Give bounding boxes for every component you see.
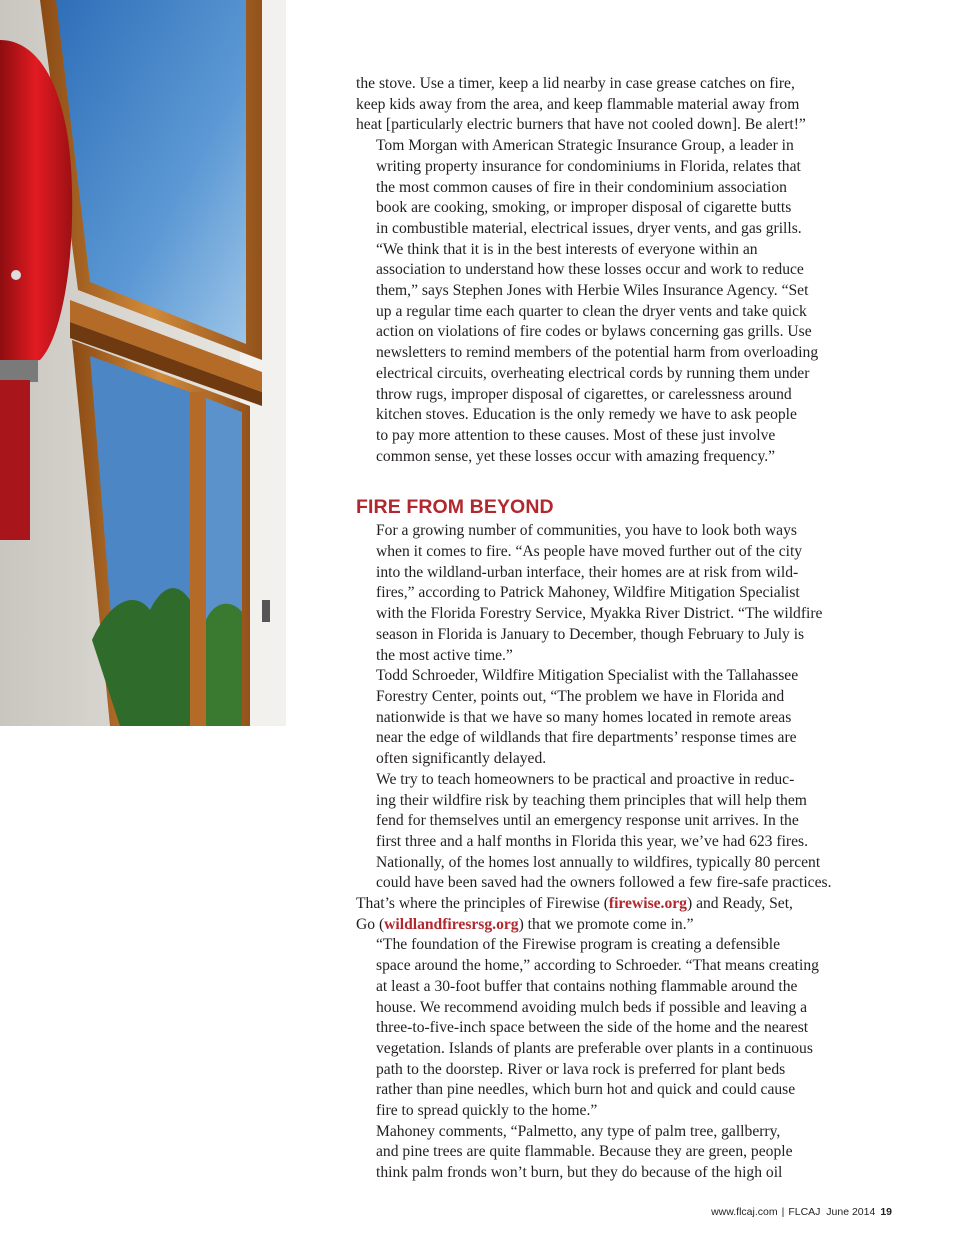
text-line: vegetation. Islands of plants are preferable over plants in a continuous (376, 1039, 813, 1057)
article-photo (0, 0, 286, 726)
text-line: heat [particularly electric burners that have not cooled down]. Be alert!” (356, 116, 806, 134)
text-line: “We think that it is in the best interests of everyone within an (376, 240, 758, 258)
text-line: fires,” according to Patrick Mahoney, Wildfire Mitigation Specialist (376, 584, 800, 602)
text-line: Nationally, of the homes lost annually to wildfires, typically 80 percent (376, 853, 821, 871)
text-line: ing their wildfire risk by teaching them principles that will help them (376, 791, 807, 809)
text-line: electrical circuits, overheating electrical cords by running them under (376, 364, 810, 382)
text-line: We try to teach homeowners to be practical and proactive in reduc- (376, 770, 795, 788)
paragraph (356, 521, 864, 666)
text-line: often significantly delayed. (376, 750, 547, 768)
text-line: think palm fronds won’t burn, but they do because of the high oil (376, 1164, 783, 1182)
page-footer (711, 1206, 892, 1218)
wildland-line: Go (wildlandfiresrsg.org) that we promote come in.” (356, 915, 694, 933)
text-line: the most active time.” (376, 646, 513, 664)
closing-paragraphs (356, 935, 864, 1183)
article-body (356, 74, 864, 1184)
footer-issue: June 2014 (826, 1206, 876, 1218)
text-line: to pay more attention to these causes. Most of these just involve (376, 426, 776, 444)
text-line: For a growing number of communities, you have to look both ways (376, 522, 797, 540)
text-line: when it comes to fire. “As people have moved further out of the city (376, 543, 803, 561)
firewise-line: That’s where the principles of Firewise (firewise.org) and Ready, Set, (356, 895, 793, 913)
paragraph-continued (356, 894, 864, 935)
paragraph (356, 240, 864, 468)
text-line: throw rugs, improper disposal of cigarettes, or carelessness around (376, 385, 792, 403)
text-line: nationwide is that we have so many homes located in remote areas (376, 708, 792, 726)
text-line: three-to-five-inch space between the side of the home and the nearest (376, 1019, 809, 1037)
text-line: Todd Schroeder, Wildfire Mitigation Specialist with the Tallahassee (376, 667, 799, 685)
text-line: “The foundation of the Firewise program is creating a defensible (376, 936, 780, 954)
paragraph (356, 770, 864, 894)
text-line: association to understand how these losses occur and work to reduce (376, 261, 804, 279)
paragraph (356, 136, 864, 240)
text-line: season in Florida is January to December, though February to July is (376, 625, 805, 643)
footer-publication: FLCAJ (788, 1206, 821, 1218)
paragraph (356, 666, 864, 770)
text-line: the most common causes of fire in their condominium association (376, 178, 787, 196)
text-line: with the Florida Forestry Service, Myakka River District. “The wildfire (376, 605, 823, 623)
text-line: book are cooking, smoking, or improper disposal of cigarette butts (376, 199, 792, 217)
text-line: the stove. Use a timer, keep a lid nearby in case grease catches on fire, (356, 75, 795, 92)
text-line: near the edge of wildlands that fire departments’ response times are (376, 729, 797, 747)
text-line: newsletters to remind members of the potential harm from overloading (376, 344, 819, 362)
text-line: at least a 30-foot buffer that contains nothing flammable around the (376, 977, 798, 995)
text-line: first three and a half months in Florida this year, we’ve had 623 fires. (376, 832, 808, 850)
text-line: them,” says Stephen Jones with Herbie Wiles Insurance Agency. “Set (376, 282, 809, 300)
text-line: fire to spread quickly to the home.” (376, 1102, 598, 1120)
text-line: up a regular time each quarter to clean the dryer vents and take quick (376, 302, 807, 320)
text-line: Mahoney comments, “Palmetto, any type of palm tree, gallberry, (376, 1122, 781, 1140)
text-line: into the wildland-urban interface, their homes are at risk from wild- (376, 563, 799, 581)
text-line: rather than pine needles, which burn hot and quick and could cause (376, 1081, 796, 1099)
firewise-link[interactable]: firewise.org (608, 895, 687, 913)
text-line: action on violations of fire codes or bylaws concerning gas grills. Use (376, 323, 812, 341)
fire-alarm-window-illustration (0, 0, 286, 726)
intro-paragraphs (356, 74, 864, 467)
text-line: space around the home,” according to Schroeder. “That means creating (376, 957, 819, 975)
paragraph (356, 1122, 864, 1184)
text-line: fend for themselves until an emergency response unit arrives. In the (376, 812, 799, 830)
text-line: path to the doorstep. River or lava rock is preferred for plant beds (376, 1060, 786, 1078)
text-line: could have been saved had the owners followed a few fire-safe practices. (376, 874, 832, 892)
wildlandfiresrsg-link[interactable]: wildlandfiresrsg.org (384, 915, 519, 933)
text-line: Forestry Center, points out, “The problem we have in Florida and (376, 687, 785, 705)
text-line: common sense, yet these losses occur with amazing frequency.” (376, 447, 776, 465)
text-line: writing property insurance for condominiums in Florida, relates that (376, 157, 801, 175)
text-line: house. We recommend avoiding mulch beds if possible and leaving a (376, 998, 808, 1016)
fire-from-beyond-paragraphs (356, 521, 864, 894)
text-line: and pine trees are quite flammable. Because they are green, people (376, 1143, 793, 1161)
paragraph (356, 74, 864, 136)
footer-separator: | (781, 1206, 785, 1218)
text-line: in combustible material, electrical issues, dryer vents, and gas grills. (376, 219, 802, 237)
text-line: kitchen stoves. Education is the only remedy we have to ask people (376, 406, 797, 424)
page-number: 19 (880, 1206, 892, 1218)
paragraph (356, 935, 864, 1121)
section-heading: FIRE FROM BEYOND (356, 496, 554, 519)
footer-website: www.flcaj.com (711, 1206, 778, 1218)
text-line: keep kids away from the area, and keep flammable material away from (356, 95, 800, 113)
text-line: Tom Morgan with American Strategic Insurance Group, a leader in (376, 137, 794, 155)
